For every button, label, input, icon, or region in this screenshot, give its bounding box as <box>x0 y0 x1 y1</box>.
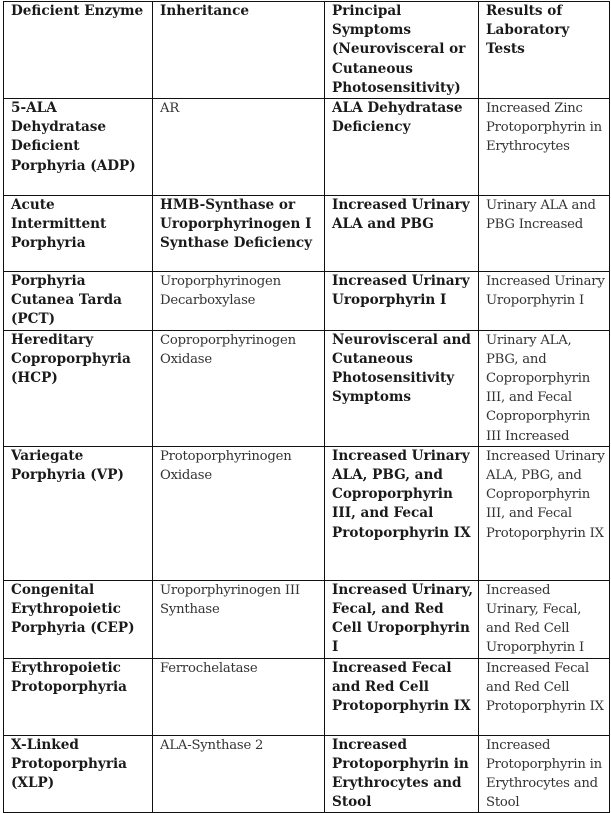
header-deficient-enzyme: Deficient Enzyme <box>4 2 153 99</box>
disorder-cell: Hereditary Coproporphyria (HCP) <box>4 330 153 446</box>
symptoms-cell: Increased Urinary, Fecal, and Red Cell Uroporphyrin I <box>325 580 479 658</box>
inheritance-cell: ALA-Synthase 2 <box>153 735 325 813</box>
table-row <box>4 446 610 580</box>
disorder-cell: Congenital Erythropoietic Porphyria (CEP) <box>4 580 153 658</box>
lab-results-cell: Increased Urinary Uroporphyrin I <box>479 272 610 331</box>
disorder-cell: X-Linked Protoporphyria (XLP) <box>4 735 153 813</box>
disorder-cell: Porphyria Cutanea Tarda (PCT) <box>4 272 153 331</box>
table-row <box>4 580 610 658</box>
inheritance-cell: Uroporphyrinogen III Synthase <box>153 580 325 658</box>
header-principal-symptoms: Principal Symptoms (Neurovisceral or Cutaneous Photosensitivity) <box>325 2 479 99</box>
symptoms-cell: Increased Protoporphyrin in Erythrocytes and Stool <box>325 735 479 813</box>
symptoms-cell: Increased Fecal and Red Cell Protoporphyrin IX <box>325 658 479 735</box>
table-row <box>4 196 610 272</box>
table-row <box>4 735 610 813</box>
table-row <box>4 272 610 331</box>
lab-results-cell: Urinary ALA and PBG Increased <box>479 196 610 272</box>
symptoms-cell: Increased Urinary ALA and PBG <box>325 196 479 272</box>
disorder-cell: Erythropoietic Protoporphyria <box>4 658 153 735</box>
inheritance-cell: HMB-Synthase or Uroporphyrinogen I Synthase Deficiency <box>153 196 325 272</box>
table-row <box>4 658 610 735</box>
inheritance-cell: AR <box>153 99 325 196</box>
inheritance-cell: Protoporphyrinogen Oxidase <box>153 446 325 580</box>
inheritance-cell: Coproporphyrinogen Oxidase <box>153 330 325 446</box>
symptoms-cell: Neurovisceral and Cutaneous Photosensitivity Symptoms <box>325 330 479 446</box>
disorder-cell: Variegate Porphyria (VP) <box>4 446 153 580</box>
table-row <box>4 99 610 196</box>
header-laboratory-results: Results of Laboratory Tests <box>479 2 610 99</box>
disorder-cell: 5-ALA Dehydratase Deficient Porphyria (ADP) <box>4 99 153 196</box>
disorder-cell: Acute Intermittent Porphyria <box>4 196 153 272</box>
lab-results-cell: Increased Fecal and Red Cell Protoporphyrin IX <box>479 658 610 735</box>
header-inheritance: Inheritance <box>153 2 325 99</box>
lab-results-cell: Increased Urinary, Fecal, and Red Cell Uroporphyrin I <box>479 580 610 658</box>
inheritance-cell: Uroporphyrinogen Decarboxylase <box>153 272 325 331</box>
inheritance-cell: Ferrochelatase <box>153 658 325 735</box>
lab-results-cell: Urinary ALA, PBG, and Coproporphyrin III, and Fecal Coproporphyrin III Increased <box>479 330 610 446</box>
lab-results-cell: Increased Protoporphyrin in Erythrocytes and Stool <box>479 735 610 813</box>
lab-results-cell: Increased Urinary ALA, PBG, and Coproporphyrin III, and Fecal Protoporphyrin IX <box>479 446 610 580</box>
symptoms-cell: Increased Urinary ALA, PBG, and Coproporphyrin III, and Fecal Protoporphyrin IX <box>325 446 479 580</box>
symptoms-cell: Increased Urinary Uroporphyrin I <box>325 272 479 331</box>
header-row <box>4 2 610 99</box>
table-row <box>4 330 610 446</box>
symptoms-cell: ALA Dehydratase Deficiency <box>325 99 479 196</box>
porphyria-table <box>3 1 610 813</box>
lab-results-cell: Increased Zinc Protoporphyrin in Erythrocytes <box>479 99 610 196</box>
